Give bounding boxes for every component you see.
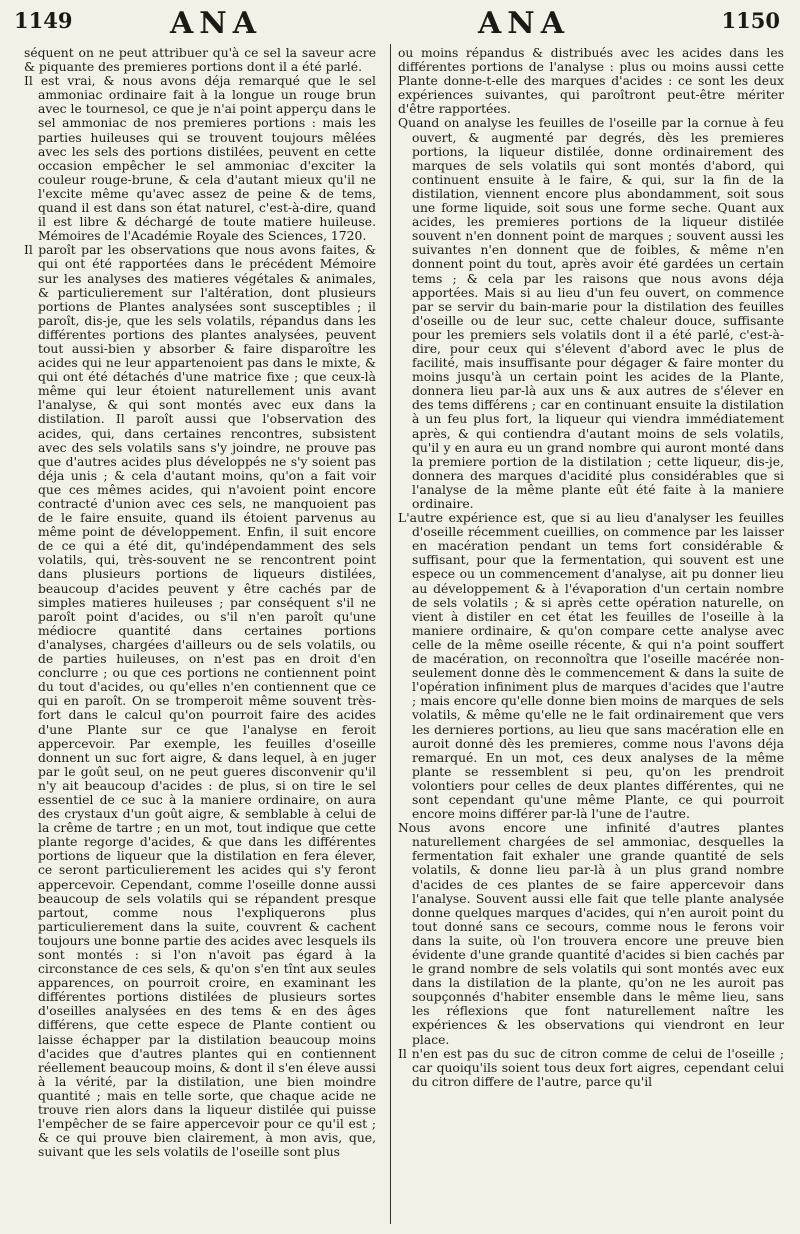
left-paragraph-2: Il est vrai, & nous avons déja remarqué que le sel ammoniac ordinaire fait à la longue un rouge brun avec le tournesol, ce que je n'ai point apperçu dans le sel ammoniac de nos premieres portions : mais les parties huileuses qui se trouvent toujours mêlées avec les sels des portions distilées, peuvent en cette occasion empêcher le sel ammoniac d'exciter la couleur rouge-brune, & cela d'autant mieux qu'il ne l'excite même qu'avec assez de peine & de tems, quand il est dans son état naturel, c'est-à-dire, quand il est libre & déchargé de toute matiere huileuse. Mémoires de l'Académie Royale des Sciences, 1720.	[24, 74, 376, 244]
right-paragraph-3: L'autre expérience est, que si au lieu d'analyser les feuilles d'oseille récemment cueillies, on commence par les laisser en macération pendant un tems fort considérable & suffisant, pour que la fermentation, qui souvent est une espece ou un commencement d'analyse, ait pu donner lieu au développement & à l'évaporation d'un certain nombre de sels volatils ; & si après cette opération naturelle, on vient à distiler en cet état les feuilles de l'oseille à la maniere ordinaire, & qu'on compare cette analyse avec celle de la même oseille récente, & qui n'a point souffert de macération, on reconnoîtra que l'oseille macérée non-seulement donne dès le commencement & dans la suite de l'opération infiniment plus de marques d'acides que l'autre ; mais encore qu'elle donne bien moins de marques de sels volatils, & même qu'elle ne le fait ordinairement que vers les dernieres portions, au lieu que sans macération elle en auroit donné dès les premieres, comme nous l'avons déja remarqué. En un mot, ces deux analyses de la même plante se ressemblent si peu, qu'on les prendroit volontiers pour celles de deux plantes différentes, qui ne sont cependant qu'une même Plante, ce qui pourroit encore moins différer par-là l'une de l'autre.	[398, 511, 784, 822]
right-paragraph-5: Il n'en est pas du suc de citron comme de celui de l'oseille ; car quoiqu'ils soient tous deux fort aigres, cependant celui du citron differe de l'autre, parce qu'il	[398, 1046, 784, 1089]
column-divider	[390, 44, 391, 1224]
left-paragraph-3: Il paroît par les observations que nous avons faites, & qui ont été rapportées dans le précédent Mémoire sur les analyses des matieres végétales & animales, & particulierement sur l'altération, dont plusieurs portions de Plantes analysées sont susceptibles ; il paroît, dis-je, que les sels volatils, répandus dans les différentes portions des plantes analysées, peuvent tout aussi-bien y absorber & faire disparoître les acides qui ne leur appartenoient pas dans le mixte, & qui ont été détachés d'une matrice fixe ; que ceux-là même qui leur étoient naturellement unis avant l'analyse, & qui sont montés avec eux dans la distilation. Il paroît aussi que l'observation des acides, qui, dans certaines rencontres, subsistent avec des sels volatils sans s'y joindre, ne prouve pas que d'autres acides plus développés ne s'y soient pas déja unis ; & cela d'autant moins, qu'on a fait voir que ces mêmes acides, qui n'avoient point encore contracté d'union avec ces sels, ne manquoient pas de le faire ensuite, quand ils étoient parvenus au même point de développement. Enfin, il suit encore de ce qui a été dit, qu'indépendamment des sels volatils, qui, très-souvent ne se rencontrent point dans plusieurs portions de liqueurs distilées, beaucoup d'acides peuvent y être cachés par de simples matieres huileuses ; par conséquent s'il ne paroît point d'acides, ou s'il n'en paroît qu'une médiocre quantité dans certaines portions d'analyses, chargées d'ailleurs ou de sels volatils, ou de parties huileuses, on n'est pas en droit d'en conclurre ; ou que ces portions ne contiennent point du tout d'acides, ou qu'elles n'en contiennent que ce qui en paroît. On se tromperoit même souvent très-fort dans le calcul qu'on pourroit faire des acides d'une Plante sur ce que l'analyse en feroit appercevoir. Par exemple, les feuilles d'oseille donnent un suc fort aigre, & dans lequel, à en juger par le goût seul, on ne peut gueres disconvenir qu'il n'y ait beaucoup d'acides : de plus, si on tire le sel essentiel de ce suc à la maniere ordinaire, on aura des crystaux d'un goût aigre, & semblable à celui de la crême de tartre ; en un mot, tout indique que cette plante regorge d'acides, & que dans les différentes portions de liqueur que la distilation en fera élever, ce seront particulierement les acides qui s'y feront appercevoir. Cependant, comme l'oseille donne aussi beaucoup de sels volatils qui se répandent presque partout, comme nous l'expliquerons plus particulierement dans la suite, couvrent & cachent toujours une bonne partie des acides avec lesquels ils sont montés : si l'on n'avoit pas égard à la circonstance de ces sels, & qu'on s'en tînt aux seules apparences, on pourroit croire, en examinant les différentes portions distilées de plusieurs sortes d'oseilles analysées en des tems & en des âges différens, que cette espece de Plante contient ou laisse échapper par la distilation beaucoup moins d'acides que d'autres plantes qui en contiennent réellement beaucoup moins, & dont il s'en éleve aussi à la vérité, par la distilation, une bien moindre quantité ; mais en telle sorte, que chaque acide ne trouve rien alors dans la liqueur distilée qui puisse l'empêcher de se faire appercevoir pour ce qu'il est ; & ce qui prouve bien clairement, à mon avis, que, suivant que les sels volatils de l'oseille sont plus	[24, 243, 376, 1160]
page-header	[0, 6, 800, 44]
left-page-number: 1149	[14, 8, 73, 33]
left-paragraph-1: séquent on ne peut attribuer qu'à ce sel la saveur acre & piquante des premieres portions dont il a été parlé.	[24, 46, 376, 75]
right-running-head: ANA	[478, 6, 570, 41]
left-running-head: ANA	[170, 6, 262, 41]
right-paragraph-2: Quand on analyse les feuilles de l'oseille par la cornue à feu ouvert, & augmenté par degrés, dès les premieres portions, la liqueur distilée, donne ordinairement des marques de sels volatils qui sont montés d'abord, qui continuent ensuite à le faire, & qui, sur la fin de la distilation, viennent encore plus abondamment, soit sous une forme liquide, soit sous une forme seche. Quant aux acides, les premieres portions de la liqueur distilée souvent n'en donnent point de marques ; souvent aussi les suivantes n'en donnent que de foibles, & même n'en donnent point du tout, après avoir été gardées un certain tems ; & cela par les raisons que nous avons déja apportées. Mais si au lieu d'un feu ouvert, on commence par se servir du bain-marie pour la distilation des feuilles d'oseille ou de leur suc, cette chaleur douce, suffisante pour les premiers sels volatils dont il a été parlé, c'est-à-dire, pour ceux qui s'élevent d'abord avec le plus de facilité, mais insuffisante pour dégager & faire monter du moins jusqu'à un certain point les acides de la Plante, donnera lieu par-là aux uns & aux autres de s'élever en des tems différens ; car en continuant ensuite la distilation à un feu plus fort, la liqueur qui viendra immédiatement après, & qui contiendra d'autant moins de sels volatils, qu'il y en aura eu un grand nombre qui auront monté dans la premiere portion de la distilation ; cette liqueur, dis-je, donnera des marques d'acidité plus considérables que si l'analyse de la même plante eût été faite à la maniere ordinaire.	[398, 116, 784, 511]
right-paragraph-1: ou moins répandus & distribués avec les acides dans les différentes portions de l'analyse : plus ou moins aussi cette Plante donne-t-elle des marques d'acides : ce sont les deux expériences suivantes, qui paroîtront peut-être mériter d'être rapportées.	[398, 46, 784, 117]
right-paragraph-4: Nous avons encore une infinité d'autres plantes naturellement chargées de sel ammoniac, desquelles la fermentation fait exhaler une grande quantité de sels volatils, & donne lieu par-là à un plus grand nombre d'acides de ces plantes de se faire appercevoir dans l'analyse. Souvent aussi elle fait que telle plante analysée donne quelques marques d'acides, qui n'en auroit point du tout donné sans ce secours, comme nous le ferons voir dans la suite, où l'on trouvera encore une preuve bien évidente d'une grande quantité d'acides si bien cachés par le grand nombre de sels volatils qui sont montés avec eux dans la distilation de la plante, qu'on ne les auroit pas soupçonnés d'habiter ensemble dans le même lieu, sans les réflexions que font naturellement naître les expériences & les observations qui viendront en leur place.	[398, 821, 784, 1047]
left-text-column	[24, 46, 376, 1226]
right-page-number: 1150	[721, 8, 780, 33]
right-text-column	[398, 46, 784, 1226]
